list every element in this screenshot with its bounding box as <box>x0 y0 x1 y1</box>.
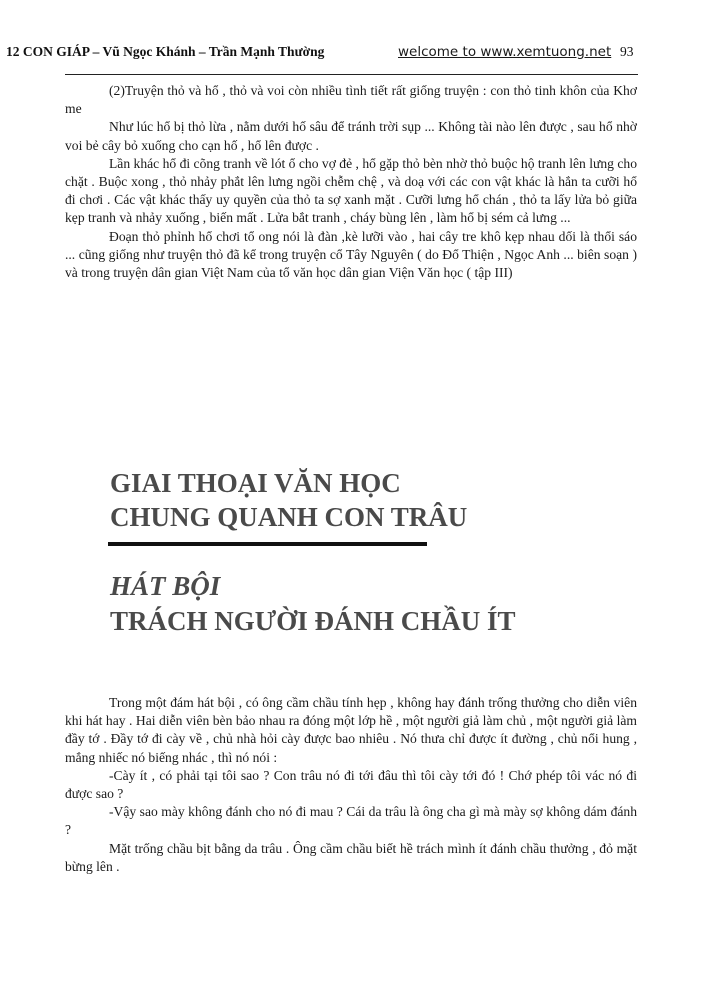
paragraph: Như lúc hổ bị thỏ lừa , nằm dưới hố sâu để tránh trời sụp ... Không tài nào lên được , sau hổ nhờ voi bẻ cây bỏ xuống cho cạn hố , hổ lên được . <box>65 119 637 153</box>
page-number: 93 <box>620 44 634 59</box>
section-divider <box>108 542 427 546</box>
section-title-line-1: GIAI THOẠI VĂN HỌC <box>110 468 401 498</box>
book-title-author: 12 CON GIÁP – Vũ Ngọc Khánh – Trần Mạnh Thường <box>6 44 325 59</box>
story-title-line-2: TRÁCH NGƯỜI ĐÁNH CHẦU ÍT <box>110 606 516 636</box>
story-title-line-1: HÁT BỘI <box>110 571 221 601</box>
story-body-section <box>65 694 637 876</box>
section-title-line-2: CHUNG QUANH CON TRÂU <box>110 502 468 532</box>
story-notes-section <box>65 82 637 282</box>
dialogue-line: -Cày ít , có phải tại tôi sao ? Con trâu nó đi tới đâu thì tôi cày tới đó ! Chớ phép tôi vác nó đi được sao ? <box>65 767 637 802</box>
dialogue-line: -Vậy sao mày không đánh cho nó đi mau ? Cái da trâu là ông cha gì mà mày sợ không dám đánh ? <box>65 804 637 838</box>
paragraph: Đoạn thỏ phỉnh hổ chơi tổ ong nói là đàn ,kè lưỡi vào , hai cây tre khô kẹp nhau dối là thổi sáo ... cũng giống như truyện thỏ đã kể trong truyện cổ Tây Nguyên ( do Đổ Thiện , Ngọc Anh ... biên soạn ) và trong truyện dân gian Việt Nam của tổ văn học dân gian Viện Văn học ( tập III) <box>65 228 637 281</box>
website-link[interactable]: welcome to www.xemtuong.net <box>398 44 612 60</box>
paragraph: Trong một đám hát bội , có ông cầm chầu tính hẹp , không hay đánh trống thưởng cho diễn viên khi hát hay . Hai diễn viên bèn bảo nhau ra đóng một lớp hề , một người giả làm chủ , một người giả làm đầy tớ . Đầy tớ đi cày về , chủ nhà hỏi cày được bao nhiêu . Nó thưa chỉ được ít đường , chủ nổi hung , mắng nhiếc nó biếng nhác , thì nó nói : <box>65 695 637 765</box>
paragraph: Lần khác hổ đi cõng tranh về lót ổ cho vợ đẻ , hổ gặp thỏ bèn nhờ thỏ buộc hộ tranh lên lưng cho chặt . Buộc xong , thỏ nhảy phắt lên lưng ngồi chễm chệ , và doạ với các con vật khác là hắn ta cưỡi hổ đi chơi . Các vật khác thấy uy quyền của thỏ ta sợ xanh mặt . Cưỡi lưng hổ chán , thỏ ta lấy lửa bỏ giữa kẹp tranh và nhảy xuống , biến mất . Lửa bắt tranh , cháy bùng lên , làm hổ bị sém cả lưng ... <box>65 155 637 226</box>
page-header <box>0 44 702 64</box>
paragraph: Mặt trống chầu bịt bằng da trâu . Ông cầm chầu biết hề trách mình ít đánh chầu thưởng , đỏ mặt bừng lên . <box>65 840 637 874</box>
paragraph: (2)Truyện thỏ và hổ , thỏ và voi còn nhiều tình tiết rất giống truyện : con thỏ tinh khôn của Khơ me <box>65 83 637 117</box>
header-divider <box>65 74 638 75</box>
